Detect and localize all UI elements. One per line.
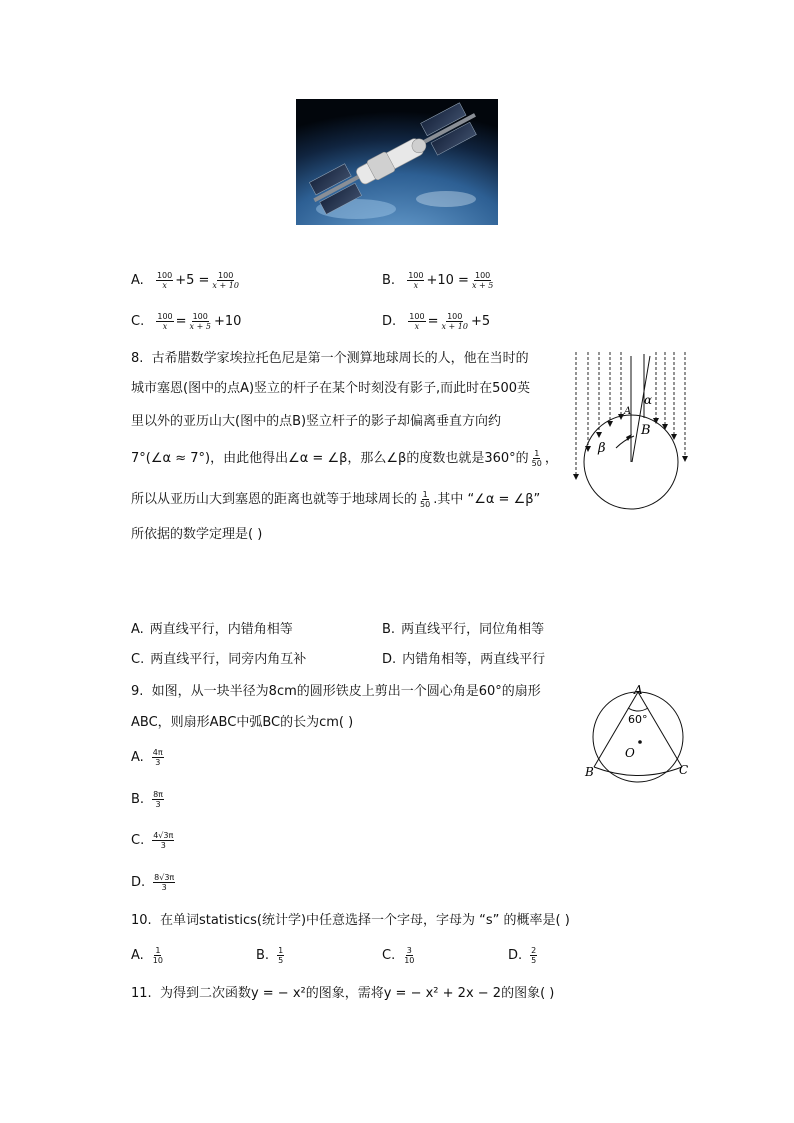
- q8-line-6: 所依据的数学定理是( ): [131, 527, 263, 542]
- q9-option-a[interactable]: A. $\frac{4\pi}{3}$: [131, 748, 163, 767]
- q8-fig-a: A: [624, 406, 632, 417]
- q10-option-a[interactable]: A. $\frac{1}{10}$: [131, 946, 163, 965]
- q9-fig-c: C: [679, 763, 689, 777]
- q8-option-d[interactable]: D. 内错角相等，两直线平行: [382, 652, 546, 667]
- q9-sector-figure: [582, 684, 694, 784]
- q9-fig-angle: 60°: [628, 713, 648, 726]
- q7-option-d[interactable]: D. $\frac{100}{x}$ = $\frac{100}{x + 10}$ +5: [382, 312, 491, 331]
- q7-option-b[interactable]: B. $\frac{100}{x}$ +10 = $\frac{100}{x + 5}$: [382, 271, 494, 290]
- q9-number: 9.: [131, 684, 144, 699]
- q9-fig-o: O: [625, 746, 635, 760]
- q7-option-a[interactable]: A. $\frac{100}{x}$ +5 = $\frac{100}{x + 10}$: [131, 271, 239, 290]
- q8-line-1: 8. 古希腊数学家埃拉托色尼是第一个测算地球周长的人，他在当时的: [131, 351, 529, 366]
- q8-line-3: 里以外的亚历山大(图中的点B)竖立杆子的影子却偏离垂直方向约: [131, 414, 502, 429]
- q9-option-c[interactable]: C. $\frac{4√3\pi}{3}$: [131, 831, 174, 850]
- q9-option-d[interactable]: D. $\frac{8√3\pi}{3}$: [131, 873, 175, 892]
- q7-option-c[interactable]: C. $\frac{100}{x}$ = $\frac{100}{x + 5}$ +10: [131, 312, 242, 331]
- q8-earth-figure: [568, 348, 696, 513]
- q8-option-b[interactable]: B. 两直线平行，同位角相等: [382, 622, 545, 637]
- q8-number: 8.: [131, 351, 144, 366]
- q8-fig-alpha: α: [644, 393, 653, 407]
- q10-option-d[interactable]: D. $\frac{2}{5}$: [508, 946, 537, 965]
- q8-option-a[interactable]: A. 两直线平行，内错角相等: [131, 622, 293, 637]
- q9-fig-b: B: [585, 765, 594, 779]
- q11-question: 11. 为得到二次函数y = − x²的图象，需将y = − x² + 2x − 2的图象( ): [131, 986, 555, 1001]
- q9-option-b[interactable]: B. $\frac{8\pi}{3}$: [131, 790, 163, 809]
- q9-line-2: ABC，则扇形ABC中弧BC的长为cm( ): [131, 715, 354, 730]
- space-station-image: [296, 99, 498, 225]
- q8-fig-beta: β: [598, 441, 606, 456]
- q10-question: 10. 在单词statistics(统计学)中任意选择一个字母，字母为 “s” 的概率是( ): [131, 913, 570, 928]
- q8-fig-b: B: [641, 423, 651, 438]
- q8-option-c[interactable]: C. 两直线平行，同旁内角互补: [131, 652, 307, 667]
- q9-fig-a: A: [634, 684, 643, 697]
- q8-line-5: 所以从亚历山大到塞恩的距离也就等于地球周长的 $\frac{1}{50}$ .其中 “∠α = ∠β”: [131, 490, 541, 509]
- q10-option-c[interactable]: C. $\frac{3}{10}$: [382, 946, 415, 965]
- q9-line-1: 9. 如图，从一块半径为8cm的圆形铁皮上剪出一个圆心角是60°的扇形: [131, 684, 541, 699]
- q10-number: 10.: [131, 913, 152, 928]
- q11-number: 11.: [131, 986, 152, 1001]
- q8-line-4: 7°(∠α ≈ 7°)，由此他得出∠α = ∠β，那么∠β的度数也就是360°的 $\frac{1}{50}$ ，: [131, 449, 558, 468]
- q10-option-b[interactable]: B. $\frac{1}{5}$: [256, 946, 284, 965]
- q8-line-2: 城市塞恩(图中的点A)竖立的杆子在某个时刻没有影子,而此时在500英: [131, 381, 530, 396]
